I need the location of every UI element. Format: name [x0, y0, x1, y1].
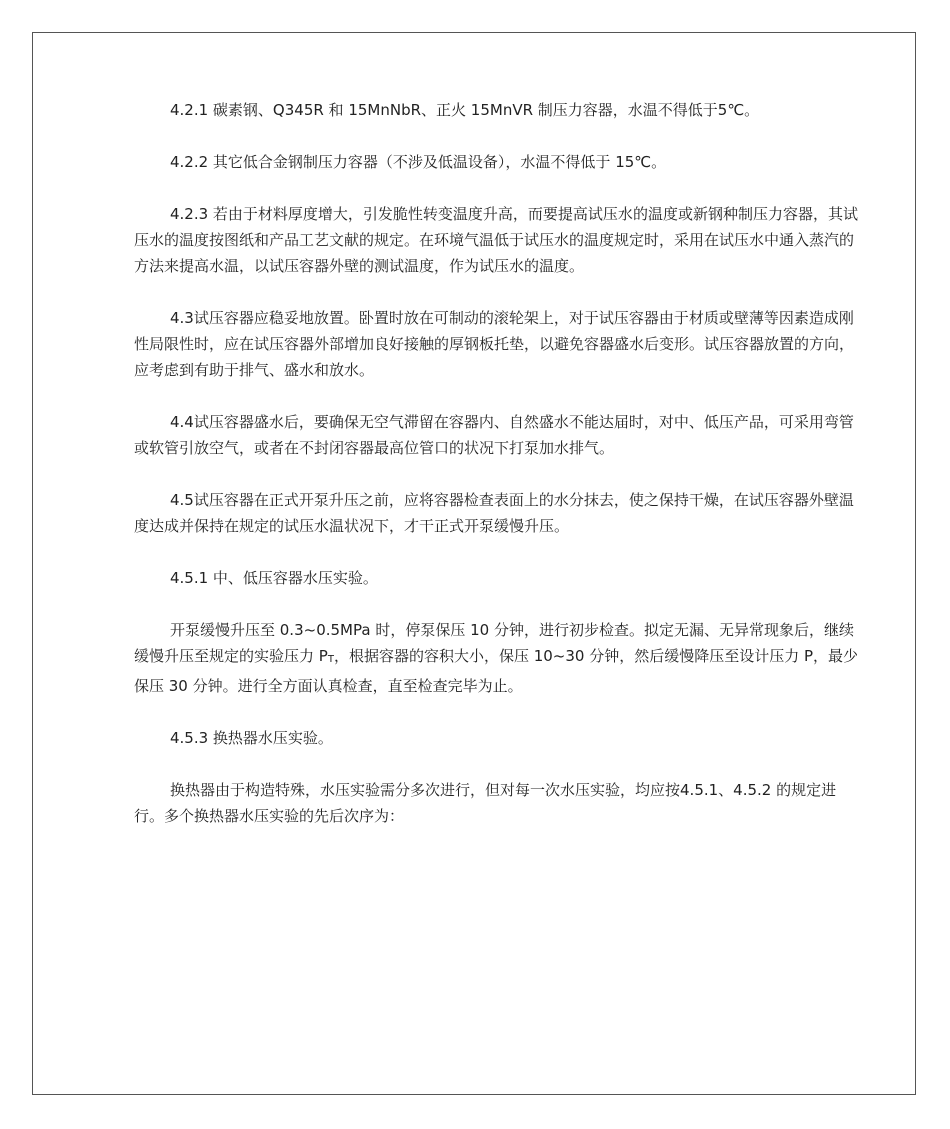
paragraph-4-2-1: 4.2.1 碳素钢、Q345R 和 15MnNbR、正火 15MnVR 制压力容器，水温不得低于5℃。 [170, 101, 760, 119]
paragraph-4-5-1: 4.5.1 中、低压容器水压实验。 [170, 569, 378, 587]
document-body [134, 97, 864, 855]
paragraph-4-4: 4.4试压容器盛水后，要确保无空气滞留在容器内、自然盛水不能达届时，对中、低压产品，可采用弯管或软管引放空气，或者在不封闭容器最高位管口的状况下打泵加水排气。 [134, 413, 854, 457]
paragraph-4-3: 4.3试压容器应稳妥地放置。卧置时放在可制动的滚轮架上，对于试压容器由于材质或壁薄等因素造成刚性局限性时，应在试压容器外部增加良好接触的厚钢板托垫，以避免容器盛水后变形。试压容器放置的方向，应考虑到有助于排气、盛水和放水。 [134, 309, 855, 379]
paragraph-4-2-2: 4.2.2 其它低合金钢制压力容器（不涉及低温设备），水温不得低于 15℃。 [170, 153, 667, 171]
paragraph-4-5-3: 4.5.3 换热器水压实验。 [170, 729, 333, 747]
paragraph-4-2-3: 4.2.3 若由于材料厚度增大，引发脆性转变温度升高，而要提高试压水的温度或新钢种制压力容器，其试压水的温度按图纸和产品工艺文献的规定。在环境气温低于试压水的温度规定时，采用在试压水中通入蒸汽的方法来提高水温，以试压容器外壁的测试温度，作为试压水的温度。 [134, 205, 858, 275]
pressure-subscript: T [327, 654, 334, 665]
pressure-procedure-text-2: ，根据容器的容积大小，保压 10~30 分钟，然后缓慢降压至设计压力 P，最少保压 30 分钟。进行全方面认真检查，直至检查完毕为止。 [134, 647, 859, 695]
document-page [32, 32, 916, 1095]
pressure-procedure-text-1: 开泵缓慢升压至 0.3~0.5MPa 时，停泵保压 10 分钟，进行初步检查。拟定无漏、无异常现象后，继续缓慢升压至规定的实验压力 P [134, 621, 854, 665]
paragraph-4-5: 4.5试压容器在正式开泵升压之前，应将容器检查表面上的水分抹去，使之保持干燥，在试压容器外壁温度达成并保持在规定的试压水温状况下，才干正式开泵缓慢升压。 [134, 491, 854, 535]
paragraph-heat-exchanger: 换热器由于构造特殊，水压实验需分多次进行，但对每一次水压实验，均应按4.5.1、4.5.2 的规定进行。多个换热器水压实验的先后次序为： [134, 781, 837, 825]
paragraph-pressure-procedure [134, 617, 864, 699]
